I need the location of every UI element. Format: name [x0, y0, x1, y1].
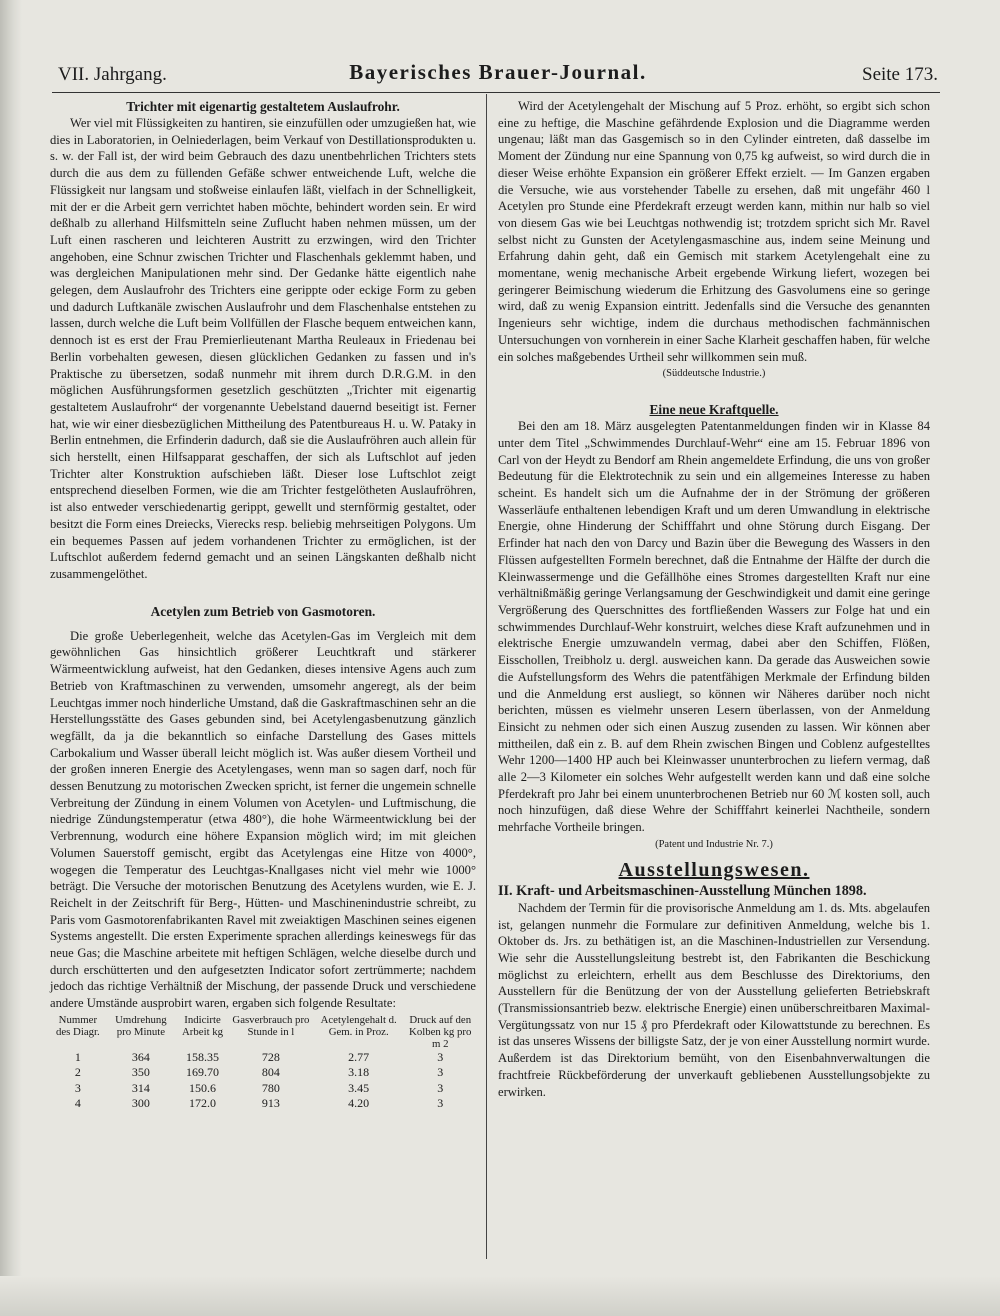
right-column — [498, 98, 930, 1100]
page-bottom-shadow — [0, 1276, 1000, 1316]
table-header-cell: Umdrehung pro Minute — [115, 1013, 167, 1038]
table-cell: 172.0 — [189, 1096, 217, 1111]
table-cell: 3 — [437, 1065, 444, 1080]
table-cell: 3 — [437, 1080, 444, 1095]
table-cell: 728 — [261, 1049, 280, 1064]
table-cell: 2 — [74, 1065, 81, 1080]
table-cell: 300 — [131, 1096, 150, 1111]
page-number: Seite 173. — [862, 64, 938, 85]
article-title-acetylen: Acetylen zum Betrieb von Gasmotoren. — [150, 603, 376, 619]
source-citation: (Süddeutsche Industrie.) — [662, 368, 766, 380]
section-subtitle-ausstellung: II. Kraft- und Arbeitsmaschinen-Ausstellung München 1898. — [498, 882, 867, 899]
table-row — [50, 1096, 476, 1111]
page-edge-shadow — [0, 0, 22, 1316]
article-body-kraftquelle: Bei den am 18. März ausgelegten Patentanmeldungen finden wir in Klasse 84 unter dem Titel „Schwimmendes Durchlauf-Wehr“ eine am 15. Februar 1896 von Carl von der Heydt zu Bendorf am Rhein angemeldete Erfindung, die uns von großer Bedeutung für die Elektrotechnik zu sein und ein allgemeines Interesse zu haben scheint. Es handelt sich um die Aufnahme der in der Strömung der größeren Wasserläufe enthaltenen lebendigen Kraft und um deren Umwandlung in elektrische Energie, ohne Hinderung der Schifffahrt und ohne Störung durch Eisgang. Der Erfinder hat nach den von Darcy und Bazin über die Bewegung des Wassers in den Flüssen aufgestellten Formeln berechnet, daß die Entnahme der Hälfte der durch die Kleinwassermenge und die Gefällhöhe eines Stromes dargestellten Kraft nur eine verhältnißmäßig geringe Verlangsamung der Geschwindigkeit und damit eine geringe Vergrößerung des Querschnittes des fortfließenden Wassers zur Folge hat und ein schwimmendes Durchlauf-Wehr konstruirt, welches diese Kraft aufzunehmen und in elektrische Energie umzuwandeln vermag, dabei aber den Schiffen, Flößen, Eisschollen, Treibholz u. dergl. ausweichen kann. Da gerade das Ausweichen sowie die Aufstellungsform des Wehrs die patentfähigen Merkmale der Erfindung bilden und die Anmeldung erst ausliegt, so können wir Näheres darüber noch nicht berichten, müssen es vielmehr unseren Lesern überlassen, von der Anmeldung Einsicht zu nehmen oder sich einen Auszug zusenden zu lassen. Wir können aber mittheilen, daß ein z. B. auf dem Rhein zwischen Bingen und Coblenz aufgestelltes Wehr 1200—1400 HP auch bei Kleinwasser ununterbrochen zu liefern vermag, daß alle 2—3 Kilometer ein solches Wehr aufgestellt werden kann und daß eine solche Pferdekraft pro Jahr bei einem ununterbrochenen Betrieb nur 60 ℳ kosten soll, auch noch hinzufügen, daß diese Wehre der Schifffahrt keinerlei Nachtheile, sondern mehrfache Vortheile bringen. — [498, 419, 930, 835]
table-cell: 913 — [261, 1096, 280, 1111]
table-cell: 780 — [261, 1080, 280, 1095]
table-cell: 1 — [74, 1049, 81, 1064]
table-row — [50, 1050, 476, 1065]
section-title-ausstellungswesen: Ausstellungswesen. — [618, 858, 810, 881]
table-cell: 2.77 — [348, 1049, 370, 1064]
article-body-trichter: Wer viel mit Flüssigkeiten zu hantiren, sie einzufüllen oder umzugießen hat, wie dies in Laboratorien, in Oelniederlagen, beim Verkauf von Destillationsprodukten u. s. w. der Fall ist, der wird beim Gebrauch des dazu unentbehrlichen Trichters stets durch die aus dem zu füllenden Gefäße schwer entweichende Luft, welche die Flüssigkeit nur langsam und stoßweise einlaufen läßt, vielfach in der Schnelligkeit, mit der er die Arbeit gern verrichtet haben möchte, behindert worden sein. Er wird deßhalb zu allerhand Hilfsmitteln seine Zuflucht haben nehmen müssen, um der Luft einen rascheren und leichteren Austritt zu erzwingen, wird den Trichter angehoben, eine Schnur zwischen Trichter und Flaschenhals geklemmt haben, und was dergleichen Manipulationen mehr sind. Der Gedanke hätte eigentlich nahe gelegen, dem Auslaufrohr des Trichters eine gerippte oder eckige Form zu geben und dadurch Luftkanäle zwischen Auslaufrohr und dem Flaschenhalse entstehen zu lassen, durch welche die Luft beim Vollfüllen der Flasche bequem entweichen kann, dennoch ist es erst der Frau Premierlieutenant Martha Reuleaux in Friedenau bei Berlin vorbehalten gewesen, diesen glücklichen Gedanken zu fassen und in's Praktische zu übersetzen, sodaß nunmehr mit ihrem durch D.R.G.M. in den möglichen Ausführungsformen gesetzlich geschützten „Trichter mit eigenartig gestaltetem Auslaufrohr“ der vorgenannte Uebelstand dauernd beseitigt ist. Ferner hat, wie wir einer diesbezüglichen Mittheilung des Patentbureaus H. u. W. Pataky in Berlin entnehmen, die Erfinderin dadurch, daß sie die Auslaufröhren auch allein für sich herstellt, einen Hilfsapparat geschaffen, der sich als Luftschlot auf jeden Trichter alter Konstruktion aufschieben läßt. Dieser lose Luftschlot zeigt entsprechend dieselben Formen, wie die am Trichter festgelötheten Auslaufröhren, ist also entweder verschiedenartig gerippt, gewellt und sternförmig gestaltet, oder besitzt die Form eines Dreiecks, Vierecks resp. beliebig mehrseitigen Polygons. Um ein bequemes Passen auf jedem vorhandenen Trichter zu ermöglichen, ist der Luftschlot außerdem federnd gemacht und an seinen Längskanten deßhalb nicht zusammengelöthet. — [50, 116, 476, 581]
article-body-acetylen: Die große Ueberlegenheit, welche das Acetylen-Gas im Vergleich mit dem gewöhnlichen Gas hinsichtlich größerer Leuchtkraft und stärkerer Wärmeentwicklung aufweist, hat den Gedanken, dieses intensive Agens auch zum Betrieb von Kraftmaschinen zu verwenden, umsomehr angeregt, als der beim Leuchtgas immer noch hinderliche Umstand, daß die Gaskraftmaschinen sehr an die Herstellungsstätte des Gases gebunden sind, bei Acetylengasbenutzung gänzlich wegfällt, da ja die bekanntlich so einfache Darstellung des Gases mittels Carbokalium und Wasser überall leicht möglich ist. Was außer diesem Vortheil und der großen inneren Energie des Acetylengases, wenn man so sagen darf, noch für dessen Benutzung zu motorischen Zwecken spricht, ist ferner die ungemein schnelle Verbreitung der Zündung in einem Volumen von Acetylen- und Luftmischung, die niedrige Zündungstemperatur (etwa 480°), die hohe Wärmeentwicklung bei der Verbrennung, wodurch eine höhere Expansion möglich wird; im mit gleichen Volumen Sauerstoff gemischt, ergibt das Acetylengas eine Hitze von 4000°, wogegen die Temperatur des Leuchtgas-Knallgases nicht viel mehr wie 1000° beträgt. Die Versuche der motorischen Benutzung des Acetylens wurden, wie E. J. Reichelt in der Zeitschrift für Berg-, Hütten- und Maschinenindustrie schreibt, zu Paris vom Gasmotorenfabrikanten Ravel mit zweiaktigen Maschinen seines eigenen Systems angestellt. Die ersten Experimente sprachen allerdings keineswegs für das neue Gas; die Maschine arbeitete mit heftigen Schlägen, welche dieselbe durch und durch erschütterten und den aufgesetzten Indicator sofort zertrümmerte; nachdem jedoch das richtige Verhältniß der Mischung, der passende Druck und verschiedene andere Umstände ausprobirt waren, ergaben sich folgende Resultate: — [50, 628, 476, 1011]
journal-title: Bayerisches Brauer-Journal. — [349, 60, 647, 84]
running-header — [58, 60, 938, 90]
table-header-cell: Indicirte Arbeit kg — [181, 1013, 224, 1038]
table-cell: 3 — [437, 1049, 444, 1064]
table-cell: 350 — [131, 1065, 150, 1080]
table-cell: 804 — [261, 1065, 280, 1080]
table-cell: 3.18 — [348, 1065, 370, 1080]
table-cell: 3.45 — [348, 1080, 370, 1095]
table-row — [50, 1081, 476, 1096]
table-cell: 158.35 — [186, 1049, 220, 1064]
table-header-cell: Druck auf den Kolben kg pro m 2 — [409, 1013, 472, 1050]
table-cell: 3 — [74, 1080, 81, 1095]
table-row — [50, 1065, 476, 1080]
table-header-cell: Nummer des Diagr. — [55, 1013, 100, 1038]
table-cell: 169.70 — [186, 1065, 220, 1080]
volume-label: VII. Jahrgang. — [58, 64, 167, 85]
table-cell: 4.20 — [348, 1096, 370, 1111]
table-header-row — [50, 1014, 476, 1050]
table-cell: 364 — [131, 1049, 150, 1064]
table-header-cell: Gasverbrauch pro Stunde in l — [232, 1013, 310, 1038]
left-column — [50, 98, 476, 1111]
table-cell: 4 — [74, 1096, 81, 1111]
article-body-acetylen-continued: Wird der Acetylengehalt der Mischung auf 5 Proz. erhöht, so ergibt sich schon eine zu heftige, die Maschine gefährdende Explosion und die Diagramme werden ungenau; läßt man das Gasgemisch so in den Cylinder eintreten, daß dasselbe im Moment der Zündung nur eine Spannung von 0,75 kg aufweist, so wird durch die in dieser Weise erhöhte Expansion ein größerer Effekt erzielt. — Im Ganzen ergaben die Versuche, wie aus vorstehender Tabelle zu ersehen, daß mit ungefähr 460 l Acetylen pro Stunde eine Pferdekraft erzeugt werden kann, mithin nur halb so viel von diesem Gas wie bei Leuchtgas nothwendig ist; trotzdem spricht sich Mr. Ravel selbst nicht zu Gunsten der Acetylengasmaschine aus, indem seine Meinung und Erfahrung dahin geht, daß ein Gemisch mit starkem Acetylengehalt eine zu momentane, wenig mechanische Arbeit ergebende Wirkung liefert, wozegen bei geringerer Beimischung wiederum die Erhitzung des Gasvolumens eine so geringe wird, daß zu wenig Expansion eintritt. Jedenfalls sind die Versuche des genannten Ingenieurs sehr wichtige, indem die durchaus methodischen fachmännischen Untersuchungen von vornherein in einer Sache Klarheit geschaffen haben, für welche ein solches maßgebendes Urtheil sehr willkommen sein muß. — [498, 99, 930, 364]
column-divider — [486, 94, 487, 1259]
table-cell: 3 — [437, 1096, 444, 1111]
source-citation: (Patent und Industrie Nr. 7.) — [655, 838, 773, 850]
article-title-kraftquelle: Eine neue Kraftquelle. — [649, 402, 779, 418]
table-cell: 314 — [131, 1080, 150, 1095]
article-title-trichter: Trichter mit eigenartig gestaltetem Auslaufrohr. — [126, 99, 400, 114]
results-table — [50, 1014, 476, 1112]
table-header-cell: Acetylengehalt d. Gem. in Proz. — [320, 1013, 397, 1038]
article-body-ausstellung: Nachdem der Termin für die provisorische Anmeldung am 1. ds. Mts. abgelaufen ist, gelangen nunmehr die Formulare zur definitiven Anmeldung, welche bis 1. Oktober ds. Jrs. zu bethätigen ist, an die Maschinen-Industriellen zur Versendung. Wie sehr die Ausstellungsleitung bestrebt ist, den Fabrikanten die Beschickung möglichst zu erleichtern, erhellt aus dem Beschlusse des Direktoriums, den Ausstellern für die Benützung der von der Ausstellung gelieferten Betriebskraft (Transmissionsantrieb bezw. elektrische Energie) einen unüberschreitbaren Maximal-Vergütungssatz von nur 15 ₰ pro Pferdekraft oder Kilowattstunde zu berechnen. Es ist das unseres Wissens der billigste Satz, der je von einer Ausstellung normirt wurde. Außerdem ist das Direktorium bemüht, von den Eisenbahnverwaltungen die frachtfreie Rückbeförderung der unverkauft gebliebenen Ausstellungsobjekte zu erwirken. — [498, 900, 930, 1099]
header-rule — [52, 92, 940, 93]
table-cell: 150.6 — [189, 1080, 217, 1095]
